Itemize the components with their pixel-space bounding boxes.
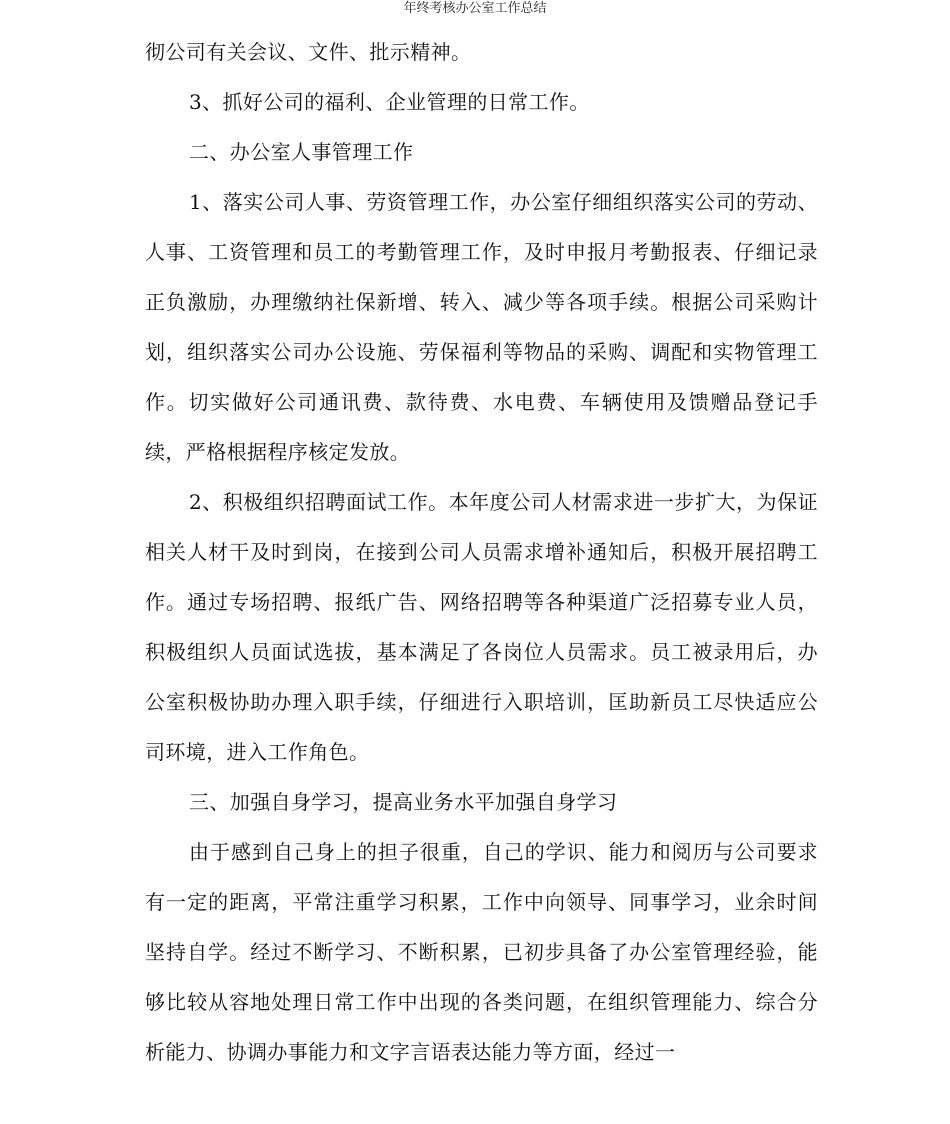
page-header-title: 年终考核办公室工作总结 — [403, 1, 547, 16]
section-heading-3: 三、加强自身学习，提高业务水平加强自身学习 — [189, 790, 618, 814]
document-body — [145, 27, 818, 1077]
paragraph-continuation: 彻公司有关会议、文件、批示精神。 — [145, 40, 472, 64]
paragraph-item-3: 3、抓好公司的福利、企业管理的日常工作。 — [189, 90, 590, 114]
section-heading-2: 二、办公室人事管理工作 — [189, 140, 414, 164]
paragraph-item-1: 1、落实公司人事、劳资管理工作，办公室仔细组织落实公司的劳动、人事、工资管理和员工的考勤管理工作，及时申报月考勤报表、仔细记录正负激励，办理缴纳社保新增、转入、减少等各项手续。根据公司采购计划，组织落实公司办公设施、劳保福利等物品的采购、调配和实物管理工作。切实做好公司通讯费、款待费、水电费、车辆使用及馈赠品登记手续，严格根据程序核定发放。 — [145, 190, 818, 464]
paragraph-self-study: 由于感到自己身上的担子很重，自己的学识、能力和阅历与公司要求有一定的距离，平常注重学习积累，工作中向领导、同事学习，业余时间坚持自学。经过不断学习、不断积累，已初步具备了办公室管理经验，能够比较从容地处理日常工作中出现的各类问题，在组织管理能力、综合分析能力、协调办事能力和文字言语表达能力等方面，经过一 — [145, 840, 818, 1064]
paragraph-item-2: 2、积极组织招聘面试工作。本年度公司人材需求进一步扩大，为保证相关人材干及时到岗，在接到公司人员需求增补通知后，积极开展招聘工作。通过专场招聘、报纸广告、网络招聘等各种渠道广泛招募专业人员，积极组织人员面试选拔，基本满足了各岗位人员需求。员工被录用后，办公室积极协助办理入职手续，仔细进行入职培训，匡助新员工尽快适应公司环境，进入工作角色。 — [145, 490, 818, 764]
